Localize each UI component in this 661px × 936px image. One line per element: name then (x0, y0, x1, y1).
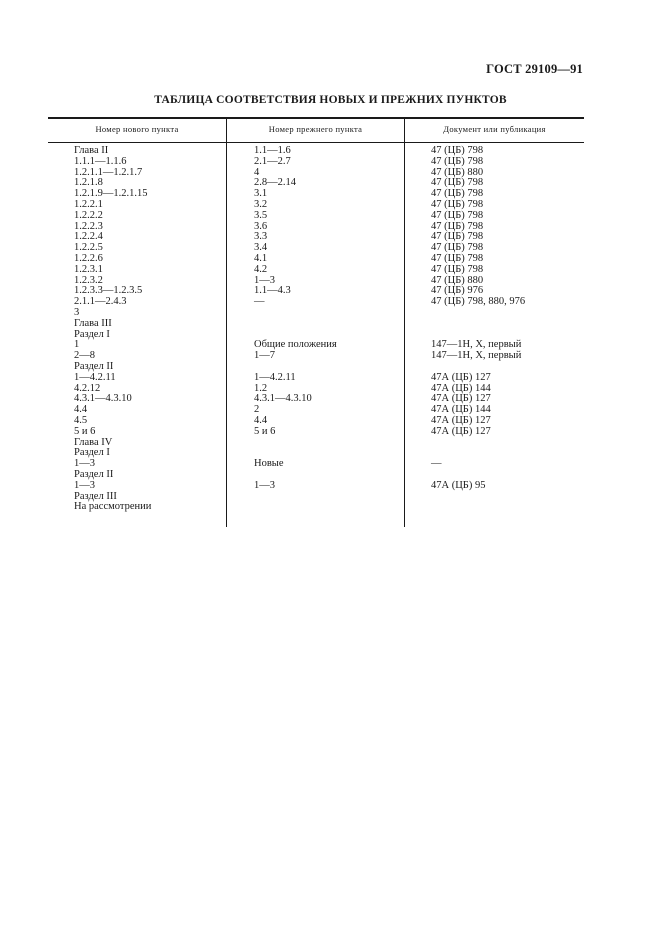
new-item-cell: Раздел I (74, 447, 110, 459)
table-row (48, 361, 584, 372)
document-cell: 47 (ЦБ) 798 (431, 242, 484, 254)
table-top-rule (48, 117, 584, 119)
new-item-cell: 1—3 (74, 458, 95, 470)
previous-item-cell: 1.2 (254, 382, 268, 394)
new-item-cell: Глава IV (74, 436, 113, 448)
table-row (48, 264, 584, 275)
previous-item-cell: — (254, 296, 265, 308)
document-cell: 47 (ЦБ) 798 (431, 145, 484, 156)
table-row (48, 199, 584, 210)
document-cell: 47А (ЦБ) 127 (431, 414, 491, 426)
table-row (48, 210, 584, 221)
previous-item-cell: 3.5 (254, 209, 268, 221)
new-item-cell: Раздел I (74, 328, 110, 340)
previous-item-cell: 1—7 (254, 350, 275, 362)
previous-item-cell: 5 и 6 (254, 425, 276, 437)
table-row (48, 253, 584, 264)
table-row (48, 145, 584, 156)
document-cell: 47 (ЦБ) 798 (431, 155, 484, 167)
new-item-cell: 2.1.1—2.4.3 (74, 296, 127, 308)
new-item-cell: 1.2.2.6 (74, 252, 103, 264)
previous-item-cell: Общие положения (254, 339, 337, 351)
new-item-cell: 1.1.1—1.1.6 (74, 155, 127, 167)
table-body (48, 145, 584, 512)
document-cell: 47 (ЦБ) 798 (431, 209, 484, 221)
new-item-cell: 1.2.3.1 (74, 263, 103, 275)
new-item-cell: 5 и 6 (74, 425, 96, 437)
new-item-cell: 3 (74, 306, 80, 318)
new-item-cell: 4.2.12 (74, 382, 101, 394)
previous-item-cell: 4.2 (254, 263, 268, 275)
table-row (48, 296, 584, 307)
previous-item-cell: 2 (254, 404, 260, 416)
table-row (48, 339, 584, 350)
document-cell: 147—1Н, X, первый (431, 339, 522, 351)
new-item-cell: 1.2.3.2 (74, 274, 103, 286)
new-item-cell: 1.2.2.3 (74, 220, 103, 232)
new-item-cell: 1.2.2.5 (74, 242, 103, 254)
table-header-rule (48, 142, 584, 143)
new-item-cell: Раздел III (74, 490, 117, 502)
column-header-new-item: Номер нового пункта (95, 124, 179, 134)
table-row (48, 318, 584, 329)
document-cell: 47 (ЦБ) 798 (431, 188, 484, 200)
new-item-cell: 1—3 (74, 479, 95, 491)
document-cell: 47 (ЦБ) 976 (431, 285, 484, 297)
table-row (48, 480, 584, 491)
column-header-previous-item: Номер прежнего пункта (268, 124, 363, 134)
document-cell: 47 (ЦБ) 798 (431, 263, 484, 275)
table-row (48, 415, 584, 426)
table-row (48, 404, 584, 415)
previous-item-cell: 1.1—1.6 (254, 145, 291, 156)
table-row (48, 231, 584, 242)
table-row (48, 221, 584, 232)
previous-item-cell: 3.4 (254, 242, 268, 254)
new-item-cell: 2—8 (74, 350, 95, 362)
document-cell: 47 (ЦБ) 798 (431, 231, 484, 243)
previous-item-cell: 3.2 (254, 198, 268, 210)
table-row (48, 426, 584, 437)
document-cell: 47 (ЦБ) 798, 880, 976 (431, 296, 526, 308)
document-cell: 47 (ЦБ) 798 (431, 177, 484, 189)
table-row (48, 242, 584, 253)
new-item-cell: 1 (74, 339, 80, 351)
document-cell: 47А (ЦБ) 127 (431, 393, 491, 405)
previous-item-cell: 1—3 (254, 479, 275, 491)
document-cell: 47 (ЦБ) 798 (431, 198, 484, 210)
new-item-cell: 1.2.1.9—1.2.1.15 (74, 188, 148, 200)
new-item-cell: 1—4.2.11 (74, 371, 116, 383)
previous-item-cell: 1.1—4.3 (254, 285, 291, 297)
new-item-cell: На рассмотрении (74, 501, 152, 513)
table-row (48, 156, 584, 167)
table-row (48, 469, 584, 480)
previous-item-cell: 3.1 (254, 188, 268, 200)
new-item-cell: 4.4 (74, 404, 88, 416)
table-row (48, 188, 584, 199)
table-row (48, 372, 584, 383)
previous-item-cell: 4 (254, 166, 260, 178)
new-item-cell: 1.2.2.1 (74, 198, 103, 210)
table-row (48, 275, 584, 286)
table-row (48, 393, 584, 404)
table-row (48, 285, 584, 296)
document-cell: 47А (ЦБ) 144 (431, 404, 491, 416)
document-cell: 47 (ЦБ) 880 (431, 166, 484, 178)
previous-item-cell: 1—3 (254, 274, 275, 286)
document-cell: — (431, 458, 442, 470)
table-row (48, 458, 584, 469)
table-row (48, 177, 584, 188)
document-cell: 47 (ЦБ) 798 (431, 220, 484, 232)
table-row (48, 437, 584, 448)
document-cell: 47А (ЦБ) 127 (431, 371, 491, 383)
table-row (48, 501, 584, 512)
document-cell: 47 (ЦБ) 798 (431, 252, 484, 264)
table-row (48, 167, 584, 178)
new-item-cell: 4.3.1—4.3.10 (74, 393, 132, 405)
previous-item-cell: 3.3 (254, 231, 268, 243)
table-row (48, 307, 584, 318)
table-row (48, 491, 584, 502)
previous-item-cell: Новые (254, 458, 284, 470)
table-row (48, 447, 584, 458)
document-cell: 47 (ЦБ) 880 (431, 274, 484, 286)
new-item-cell: 1.2.2.2 (74, 209, 103, 221)
correspondence-table (48, 117, 584, 527)
column-header-document: Документ или публикация (443, 124, 546, 134)
document-cell: 47А (ЦБ) 95 (431, 479, 486, 491)
document-code: ГОСТ 29109—91 (486, 62, 583, 76)
previous-item-cell: 2.1—2.7 (254, 155, 291, 167)
new-item-cell: 1.2.2.4 (74, 231, 103, 243)
previous-item-cell: 4.3.1—4.3.10 (254, 393, 312, 405)
previous-item-cell: 4.1 (254, 252, 268, 264)
new-item-cell: Глава II (74, 145, 109, 156)
new-item-cell: Раздел II (74, 360, 114, 372)
document-cell: 147—1Н, X, первый (431, 350, 522, 362)
previous-item-cell: 1—4.2.11 (254, 371, 296, 383)
previous-item-cell: 2.8—2.14 (254, 177, 296, 189)
document-cell: 47А (ЦБ) 144 (431, 382, 491, 394)
table-title: ТАБЛИЦА СООТВЕТСТВИЯ НОВЫХ И ПРЕЖНИХ ПУНКТОВ (154, 94, 507, 106)
table-row (48, 350, 584, 361)
new-item-cell: Глава III (74, 317, 112, 329)
table-row (48, 329, 584, 340)
new-item-cell: 4.5 (74, 414, 88, 426)
previous-item-cell: 3.6 (254, 220, 268, 232)
previous-item-cell: 4.4 (254, 414, 268, 426)
new-item-cell: Раздел II (74, 468, 114, 480)
table-row (48, 383, 584, 394)
new-item-cell: 1.2.3.3—1.2.3.5 (74, 285, 143, 297)
document-cell: 47А (ЦБ) 127 (431, 425, 491, 437)
new-item-cell: 1.2.1.8 (74, 177, 103, 189)
new-item-cell: 1.2.1.1—1.2.1.7 (74, 166, 143, 178)
